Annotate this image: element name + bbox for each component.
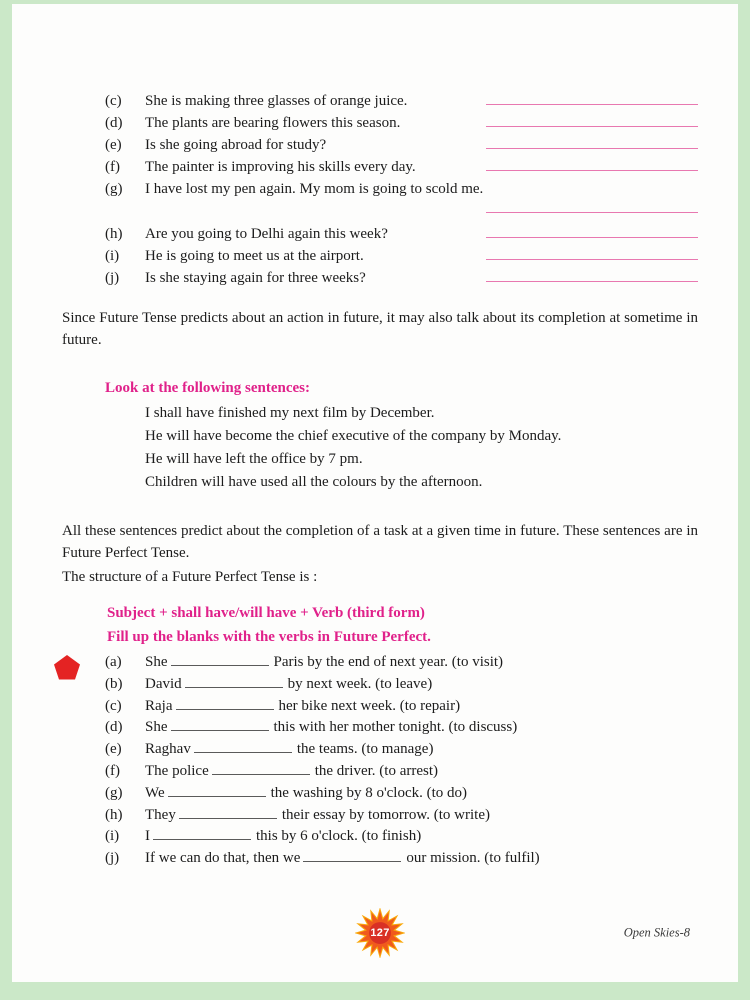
item-label: (e)	[105, 741, 122, 758]
item-label: (c)	[105, 93, 122, 109]
answer-blank	[179, 807, 277, 819]
item-text: The police the driver. (to arrest)	[145, 762, 439, 779]
answer-blank	[486, 269, 698, 282]
exercise-row	[105, 267, 698, 289]
item-text: They their essay by tomorrow. (to write)	[145, 806, 490, 823]
fill-item	[105, 805, 698, 827]
item-text: The painter is improving his skills every day.	[145, 159, 416, 175]
paragraph-future-tense: Since Future Tense predicts about an action in future, it may also talk about its completion at sometime in future.	[62, 310, 698, 348]
item-text: If we can do that, then we our mission. (to fulfil)	[145, 850, 540, 867]
answer-blank	[185, 676, 283, 688]
fill-item	[105, 848, 698, 870]
exercise-row	[105, 178, 698, 200]
item-label: (i)	[105, 828, 120, 845]
item-text: The plants are bearing flowers this season.	[145, 115, 401, 131]
textbook-page	[12, 4, 738, 982]
answer-blank	[486, 225, 698, 238]
answer-blank	[486, 92, 698, 105]
answer-blank	[486, 200, 698, 213]
item-label: (j)	[105, 270, 120, 286]
fill-item	[105, 783, 698, 805]
item-label: (f)	[105, 159, 120, 175]
item-label: (c)	[105, 697, 122, 714]
look-heading: Look at the following sentences:	[105, 380, 310, 396]
item-label: (i)	[105, 248, 120, 264]
fill-item	[105, 717, 698, 739]
item-label: (f)	[105, 762, 120, 779]
exercise-row	[105, 156, 698, 178]
item-text: David by next week. (to leave)	[145, 675, 433, 692]
item-text: Raja her bike next week. (to repair)	[145, 697, 461, 714]
answer-blank	[486, 247, 698, 260]
item-label: (d)	[105, 115, 123, 131]
example-sentence: He will have become the chief executive of the company by Monday.	[145, 428, 562, 444]
fill-item	[105, 674, 698, 696]
item-label: (h)	[105, 806, 123, 823]
answer-blank	[486, 114, 698, 127]
paragraph-future-perfect: All these sentences predict about the completion of a task at a given time in future. These sentences are in Future Perfect Tense.	[62, 523, 698, 561]
fill-item	[105, 761, 698, 783]
page-number-starburst	[355, 908, 405, 958]
exercise-row	[105, 90, 698, 112]
exercise-row	[105, 223, 698, 245]
example-sentence: Children will have used all the colours by the afternoon.	[145, 474, 483, 490]
answer-blank	[153, 828, 251, 840]
book-title: Open Skies-8	[623, 925, 690, 940]
answer-blank	[486, 136, 698, 149]
example-sentence: He will have left the office by 7 pm.	[145, 451, 363, 467]
answer-blank	[486, 158, 698, 171]
fill-item	[105, 652, 698, 674]
item-text: I this by 6 o'clock. (to finish)	[145, 828, 422, 845]
fill-exercise-list	[62, 652, 698, 870]
item-label: (d)	[105, 719, 123, 736]
structure-intro: The structure of a Future Perfect Tense is :	[62, 569, 318, 585]
item-text: Is she going abroad for study?	[145, 137, 327, 153]
pentagon-marker-icon	[54, 655, 80, 685]
page-number: 127	[370, 927, 390, 939]
item-label: (e)	[105, 137, 122, 153]
fill-item	[105, 739, 698, 761]
tense-formula: Subject + shall have/will have + Verb (third form)	[107, 605, 425, 621]
answer-blank	[212, 763, 310, 775]
example-sentence: I shall have finished my next film by December.	[145, 405, 435, 421]
fill-exercise-heading: Fill up the blanks with the verbs in Future Perfect.	[107, 629, 431, 645]
exercise-row	[105, 134, 698, 156]
item-text: Are you going to Delhi again this week?	[145, 226, 388, 242]
fill-item	[105, 696, 698, 718]
look-section	[62, 351, 698, 494]
item-text: She this with her mother tonight. (to discuss)	[145, 719, 518, 736]
item-text: He is going to meet us at the airport.	[145, 248, 364, 264]
item-text: She is making three glasses of orange juice.	[145, 93, 408, 109]
item-text: I have lost my pen again. My mom is going to scold me.	[145, 181, 484, 197]
item-text: She Paris by the end of next year. (to visit)	[145, 654, 504, 670]
item-text: Is she staying again for three weeks?	[145, 270, 366, 286]
answer-blank	[171, 719, 269, 731]
exercise-row-blank	[105, 200, 698, 213]
answer-blank	[168, 785, 266, 797]
item-text: Raghav the teams. (to manage)	[145, 741, 434, 758]
exercise-row	[105, 245, 698, 267]
item-label: (b)	[105, 675, 123, 692]
answer-blank	[176, 698, 274, 710]
item-label: (j)	[105, 850, 120, 867]
item-text: We the washing by 8 o'clock. (to do)	[145, 784, 468, 801]
page-footer	[62, 904, 698, 962]
answer-blank	[171, 654, 269, 666]
answer-blank	[303, 850, 401, 862]
answer-blank	[194, 741, 292, 753]
item-label: (h)	[105, 226, 123, 242]
top-exercise-list	[62, 90, 698, 289]
exercise-row	[105, 112, 698, 134]
item-label: (a)	[105, 654, 122, 670]
fill-item	[105, 826, 698, 848]
item-label: (g)	[105, 784, 123, 801]
item-label: (g)	[105, 181, 123, 197]
